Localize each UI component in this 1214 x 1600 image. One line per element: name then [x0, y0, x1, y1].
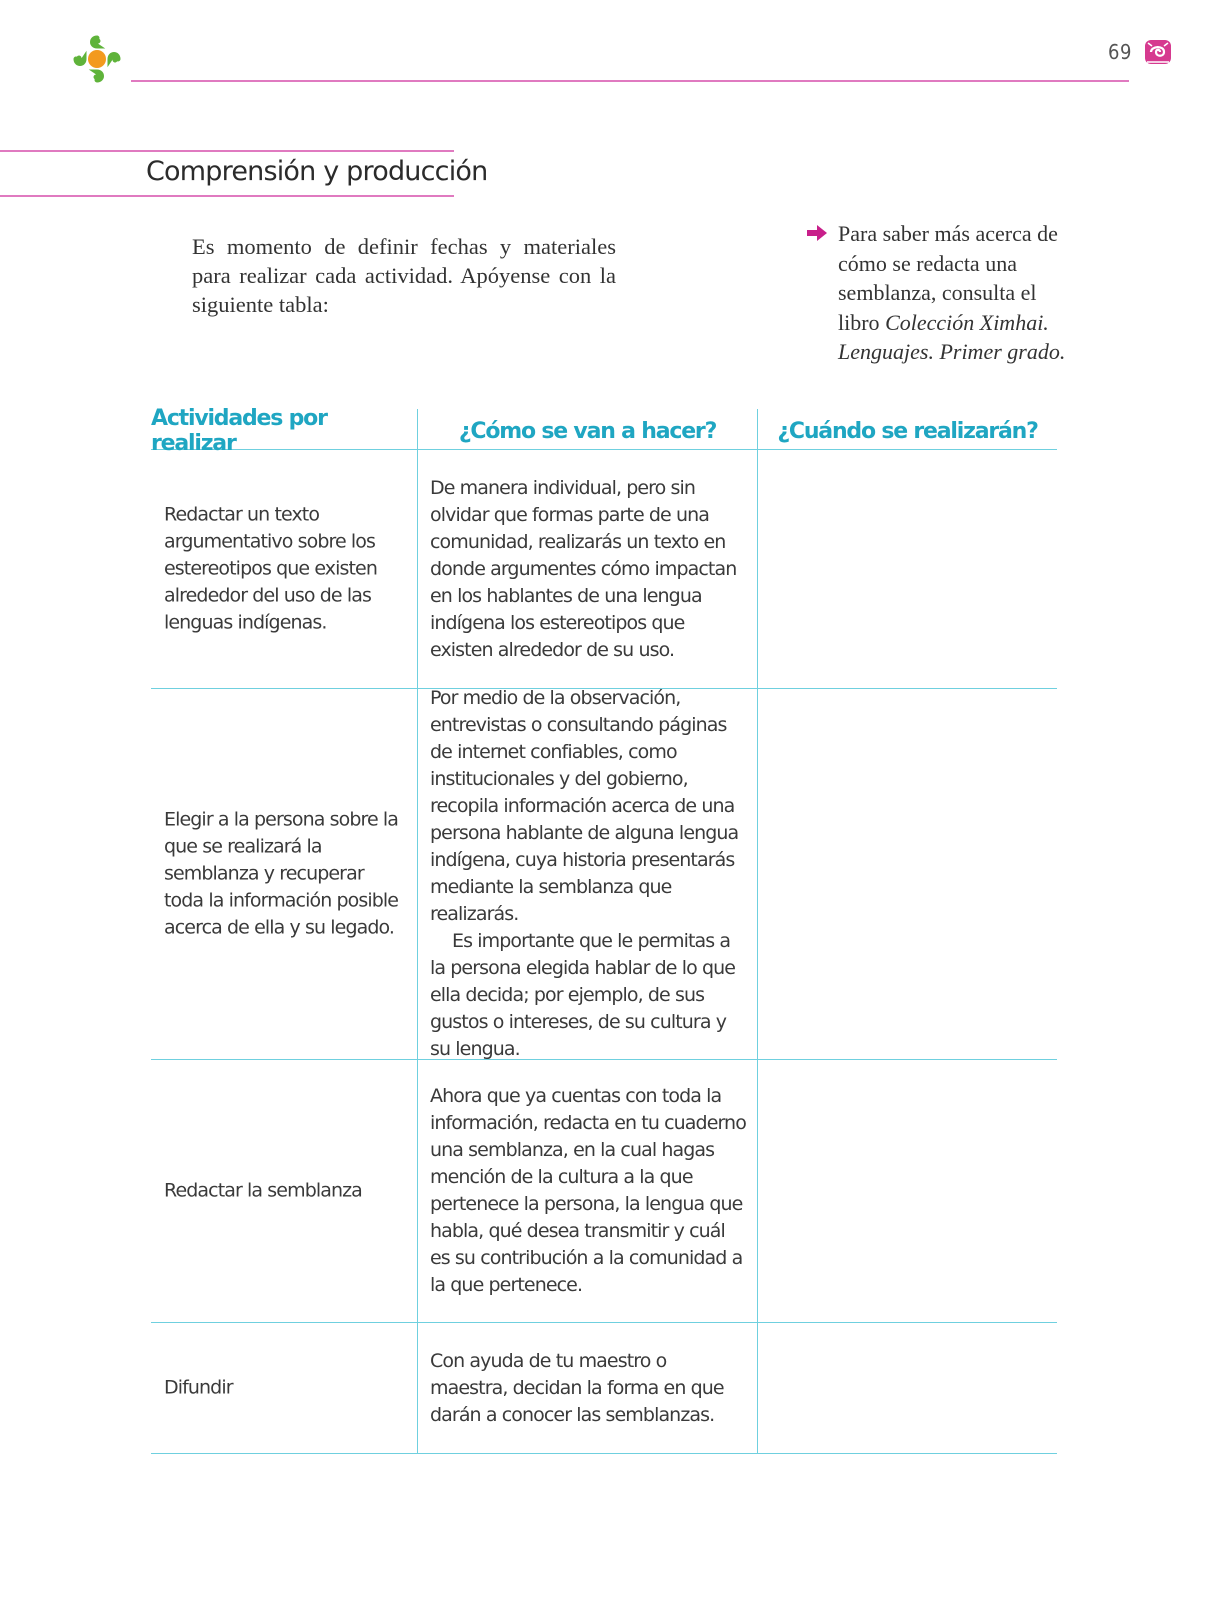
flower-logo-icon: [70, 32, 126, 86]
table-row: [151, 689, 1057, 1060]
how-text: Por medio de la observación, entrevistas o consultando páginas de internet confiables, como institucionales y del gobierno, recopila información acerca de una persona hablante de alguna lengua indígena, cuya historia presentarás mediante la semblanza que realizarás.: [430, 687, 739, 925]
spiral-glyph-icon: [1142, 36, 1174, 68]
side-note-book-title: Colección Ximhai. Lenguajes. Primer grado.: [838, 309, 1066, 364]
when-cell[interactable]: [757, 450, 1057, 688]
header-when: ¿Cuándo se realizarán?: [757, 409, 1057, 449]
when-cell[interactable]: [757, 1323, 1057, 1453]
header-how: ¿Cómo se van a hacer?: [417, 409, 757, 449]
side-note-text: Para saber más acerca de cómo se redacta una semblanza, consulta el libro: [838, 221, 1058, 335]
how-cell: [417, 689, 757, 1059]
how-text-extra: Es importante que le permitas a la persona elegida hablar de lo que ella decida; por ejemplo, de sus gustos o intereses, de su cultura y su lengua.: [430, 930, 736, 1060]
table-row: [151, 450, 1057, 689]
activity-cell: Redactar la semblanza: [164, 1179, 362, 1202]
activity-cell: Difundir: [164, 1376, 233, 1399]
section-rule-top: [0, 150, 454, 152]
activities-table: [151, 406, 1057, 1454]
table-row: [151, 1060, 1057, 1323]
how-cell: Con ayuda de tu maestro o maestra, decidan la forma en que darán a conocer las semblanzas.: [417, 1323, 757, 1453]
page-number: 69: [1108, 40, 1132, 64]
table-header-row: [151, 406, 1057, 456]
header-rule: [131, 80, 1129, 82]
header-activities: Actividades por realizar: [151, 406, 327, 456]
section-title: Comprensión y producción: [146, 156, 488, 187]
side-note: [838, 219, 1068, 367]
when-cell[interactable]: [757, 1060, 1057, 1322]
arrow-right-icon: [806, 224, 828, 242]
activity-cell: Redactar un texto argumentativo sobre los estereotipos que existen alrededor del uso de las lenguas indígenas.: [164, 503, 377, 634]
table-row: [151, 1323, 1057, 1454]
how-cell: Ahora que ya cuentas con toda la información, redacta en tu cuaderno una semblanza, en la cual hagas mención de la cultura a la que pertenece la persona, la lengua que habla, qué desea transmitir y cuál es su contribución a la comunidad a la que pertenece.: [417, 1060, 757, 1322]
when-cell[interactable]: [757, 689, 1057, 1059]
section-rule-bottom: [0, 195, 454, 197]
how-cell: De manera individual, pero sin olvidar que formas parte de una comunidad, realizarás un texto en donde argumentes cómo impactan en los hablantes de una lengua indígena los estereotipos que existen alrededor de su uso.: [417, 450, 757, 688]
intro-paragraph: Es momento de definir fechas y materiales para realizar cada actividad. Apóyense con la siguiente tabla:: [192, 234, 616, 317]
activity-cell: Elegir a la persona sobre la que se realizará la semblanza y recuperar toda la información posible acerca de ella y su legado.: [164, 808, 399, 939]
